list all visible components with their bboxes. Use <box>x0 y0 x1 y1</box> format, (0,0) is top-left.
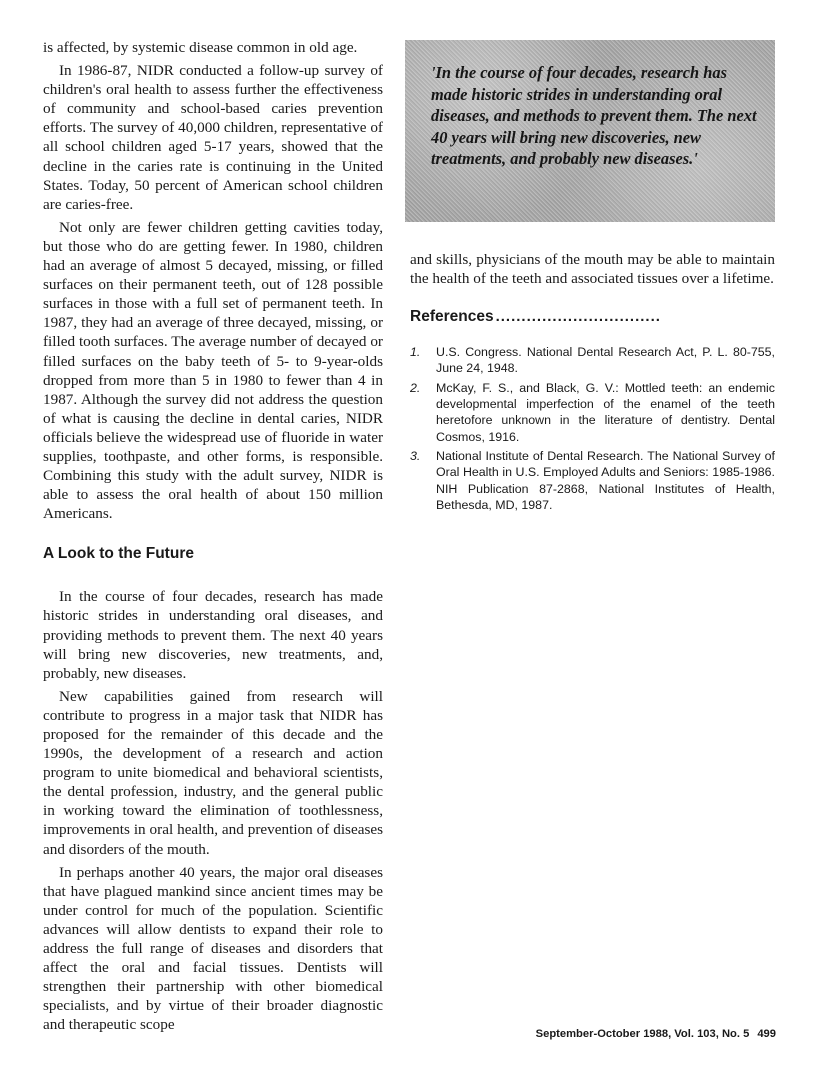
right-column <box>410 250 775 516</box>
references-leader: ................................ <box>495 308 661 326</box>
reference-item <box>410 344 775 377</box>
reference-number: 1. <box>410 345 421 360</box>
paragraph: Not only are fewer children getting cavities today, but those who do are getting fewer. In 1980, children had an average of almost 5 decayed, missing, or filled surfaces on their permanent teeth, out of 128 possible surfaces in those with a full set of permanent teeth. In 1987, they had an average of three decayed, missing, or filled tooth surfaces. The average number of decayed or filled surfaces on the baby teeth of 5- to 9-year-olds dropped from more than 5 in 1980 to fewer than 4 in 1987. Although the survey did not address the question of what is causing the decline in dental caries, NIDR officials believe the widespread use of fluoride in water supplies, toothpaste, and other forms, is responsible. Combining this study with the adult survey, NIDR is able to assess the oral health of about 150 million Americans. <box>43 218 383 523</box>
page-number: 499 <box>757 1028 776 1040</box>
pull-quote-text: 'In the course of four decades, research has made historic strides in understanding oral diseases, and methods to prevent them. The next 40 years will bring new discoveries, new treatments, and probably new diseases.' <box>431 63 757 168</box>
reference-item <box>410 448 775 513</box>
references-heading <box>410 308 775 326</box>
reference-item <box>410 380 775 445</box>
reference-text: National Institute of Dental Research. The National Survey of Oral Health in U.S. Employed Adults and Seniors: 1985-1986. NIH Publication 87-2868, National Institutes of Health, Bethesda, MD, 1987. <box>436 448 775 512</box>
left-column <box>43 38 383 1035</box>
journal-citation: September-October 1988, Vol. 103, No. 5 <box>535 1028 750 1040</box>
reference-text: McKay, F. S., and Black, G. V.: Mottled teeth: an endemic developmental imperfection of the enamel of the teeth heretofore unknown in the literature of dentistry. Dental Cosmos, 1916. <box>436 380 775 444</box>
references-list <box>410 344 775 513</box>
paragraph: In perhaps another 40 years, the major oral diseases that have plagued mankind since ancient times may be under control for much of the population. Scientific advances will allow dentists to expand their role to address the full range of diseases and disorders that affect the oral and facial tissues. Dentists will strengthen their partnership with other biomedical specialists, and by virtue of their broader diagnostic and therapeutic scope <box>43 863 383 1034</box>
reference-number: 3. <box>410 448 421 463</box>
paragraph: In the course of four decades, research has made historic strides in understanding oral diseases, and providing methods to prevent them. The next 40 years will bring new discoveries, new treatments, and, probably, new diseases. <box>43 588 383 682</box>
page-footer <box>536 1028 776 1040</box>
paragraph: In 1986-87, NIDR conducted a follow-up survey of children's oral health to assess further the effectiveness of community and school-based caries prevention efforts. The survey of 40,000 children, representative of all school children aged 5-17 years, showed that the decline in the caries rate is continuing in the United States. Today, 50 percent of American school children are caries-free. <box>43 62 383 213</box>
pull-quote-box <box>405 40 775 222</box>
paragraph: New capabilities gained from research will contribute to progress in a major task that NIDR has proposed for the remainder of this decade and the 1990s, the development of a research and action program to unite biomedical and behavioral scientists, the dental profession, industry, and the general public in working toward the elimination of toothlessness, improvements in oral health, and prevention of diseases and disorders of the mouth. <box>43 687 383 858</box>
section-heading: A Look to the Future <box>43 545 194 563</box>
reference-number: 2. <box>410 380 421 395</box>
references-title: References <box>410 308 494 326</box>
paragraph: is affected, by systemic disease common in old age. <box>43 39 358 56</box>
reference-text: U.S. Congress. National Dental Research Act, P. L. 80-755, June 24, 1948. <box>436 345 775 376</box>
paragraph: and skills, physicians of the mouth may be able to maintain the health of the teeth and associated tissues over a lifetime. <box>410 251 775 288</box>
